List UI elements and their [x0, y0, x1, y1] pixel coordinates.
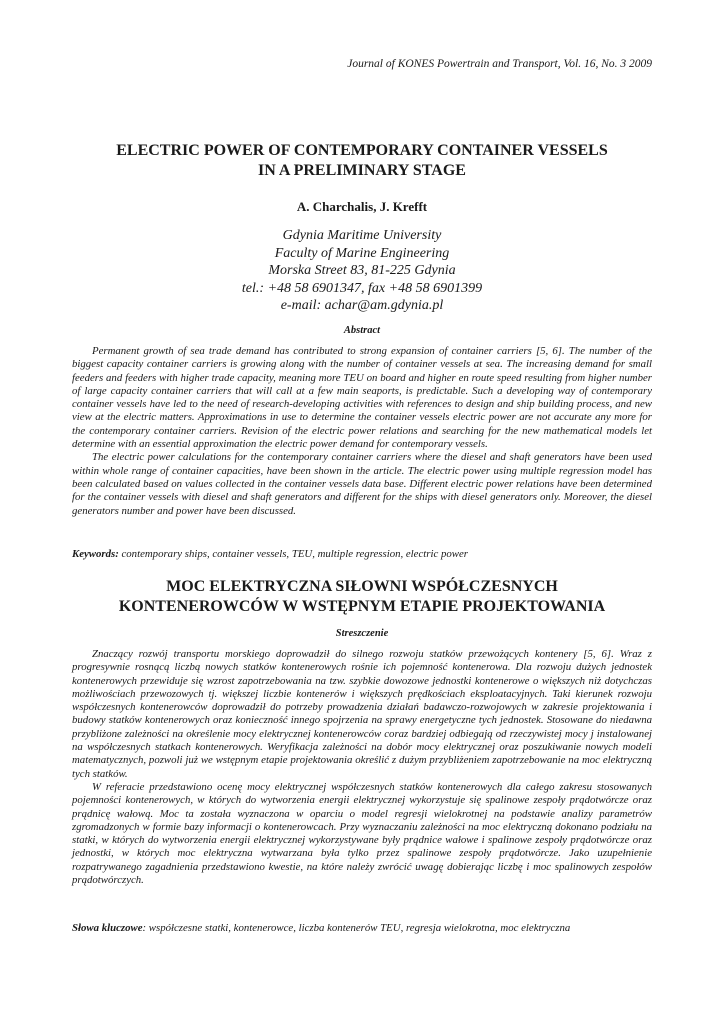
abstract-body: [72, 345, 652, 518]
slowa-kluczowe-text: : współczesne statki, kontenerowce, liczba kontenerów TEU, regresja wielokrotna, moc elektryczna: [142, 922, 571, 934]
affiliation-email: e-mail: achar@am.gdynia.pl: [280, 298, 444, 314]
affiliation: [60, 227, 664, 315]
polish-title-line-2: KONTENEROWCÓW W WSTĘPNYM ETAPIE PROJEKTOWANIA: [118, 598, 606, 615]
affiliation-faculty: Faculty of Marine Engineering: [274, 245, 450, 261]
streszczenie-heading: Streszczenie: [335, 628, 389, 639]
journal-header: Journal of KONES Powertrain and Transport, Vol. 16, No. 3 2009: [347, 58, 652, 70]
slowa-kluczowe-label: Słowa kluczowe: [72, 922, 143, 934]
keywords: [72, 548, 672, 560]
streszczenie-body: [72, 648, 652, 887]
polish-title-line-1: MOC ELEKTRYCZNA SIŁOWNI WSPÓŁCZESNYCH: [166, 578, 558, 595]
paper-title: [60, 141, 664, 181]
abstract-heading: Abstract: [343, 325, 381, 336]
abstract-paragraph-2: The electric power calculations for the contemporary container carriers where the diesel and shaft generators have been used within whole range of container capacities, have been shown in the article. The electric power using multiple regression model has been calculated based on values collected in the container vessels data base. Different electric power relations have been determined for the container vessels with diesel and shaft generators and different for the ships with diesel generators only. Moreover, the diesel generators number and power have been discussed.: [72, 451, 652, 517]
affiliation-street: Morska Street 83, 81-225 Gdynia: [268, 263, 456, 279]
streszczenie-paragraph-1: Znaczący rozwój transportu morskiego doprowadził do silnego rozwoju statków przewożących kontenery [5, 6]. Wraz z progresywnie rosnącą liczbą nowych statków kontenerowych rośnie ich pojemność kontenerowa. Dla rozwoju dużych jednostek kontenerowych przewiduje się wzrost zapotrzebowania na tzw. szybkie dowozowe jednostki kontenerowe o większych niż dotychczas możliwościach przewozowych tj. większej liczbie kontenerów i większych prędkościach eksploatacyjnych. Taki kierunek rozwoju współczesnych kontenerowców doprowadził do potrzeby prowadzenia działań badawczo-rozwojowych w zakresie projektowania i budowy statków kontenerowych oraz konieczność innego spojrzenia na sprawy energetyczne tych jednostek. Stosowane do niedawna przybliżone zależności na określenie mocy elektrycznej kontenerowców coraz bardziej odbiegają od rzeczywistej mocy j instalowanej na współczesnych statkach kontenerowych. Weryfikacja zależności na dobór mocy elektrycznej oraz poszukiwanie nowych modeli matematycznych, pozwoli już we wstępnym etapie projektowania określić z dużym przybliżeniem zapotrzebowanie na moc elektryczną tych statków.: [72, 648, 652, 780]
title-line-2: IN A PRELIMINARY STAGE: [258, 162, 466, 179]
slowa-kluczowe: [72, 922, 672, 934]
abstract-paragraph-1: Permanent growth of sea trade demand has contributed to strong expansion of container carriers [5, 6]. The number of the biggest capacity container carriers is growing along with the number of container vessels at sea. The increasing demand for small feeders and feeders with higher trade capacity, meaning more TEU on board and higher en route speed resulting from higher number of large capacity container carriers that will call at a few main seaports, is predictable. Such a developing way of contemporary container vessels have led to the need of research-developing activities with references to design and ship building process, and new view at the electric matters. Approximations in use to determine the container vessels electric power are not accurate any more for the contemporary container carriers. Revision of the electric power relations and searching for the new mathematical models let determine with an essential approximation the electric power demand for contemporary vessels.: [72, 345, 652, 451]
title-line-1: ELECTRIC POWER OF CONTEMPORARY CONTAINER VESSELS: [116, 142, 608, 159]
affiliation-phone: tel.: +48 58 6901347, fax +48 58 6901399: [241, 280, 483, 296]
streszczenie-paragraph-2: W referacie przedstawiono ocenę mocy elektrycznej współczesnych statków kontenerowych dla całego zakresu stosowanych pojemności kontenerowych, w których do wytworzenia energii elektrycznej wykorzystuje się spalinowe zespoły prądotwórcze oraz prądnicę wałową. Moc ta została wyznaczona w oparciu o model regresji wielokrotnej na podstawie analizy parametrów zgromadzonych w formie bazy informacji o kontenerowcach. Przy wyznaczaniu zależności na moc elektryczną dokonano podziału na statki, w których do wytworzenia energii elektrycznej wykorzystywane były prądnice wałowe i spalinowe zespoły prądotwórcze oraz jednostki, w których moc elektryczna wytwarzana była tylko przez spalinowe zespoły prądotwórcze. Jako uzupełnienie rozpatrywanego zagadnienia przedstawiono kwestie, na które należy zwrócić uwagę dobierając liczbę i moc spalinowych zespołów prądotwórczych.: [72, 780, 652, 887]
authors: A. Charchalis, J. Krefft: [296, 199, 428, 214]
polish-title: [60, 577, 664, 617]
affiliation-university: Gdynia Maritime University: [282, 228, 442, 243]
keywords-text: contemporary ships, container vessels, TEU, multiple regression, electric power: [118, 548, 468, 560]
keywords-label: Keywords:: [72, 548, 119, 560]
